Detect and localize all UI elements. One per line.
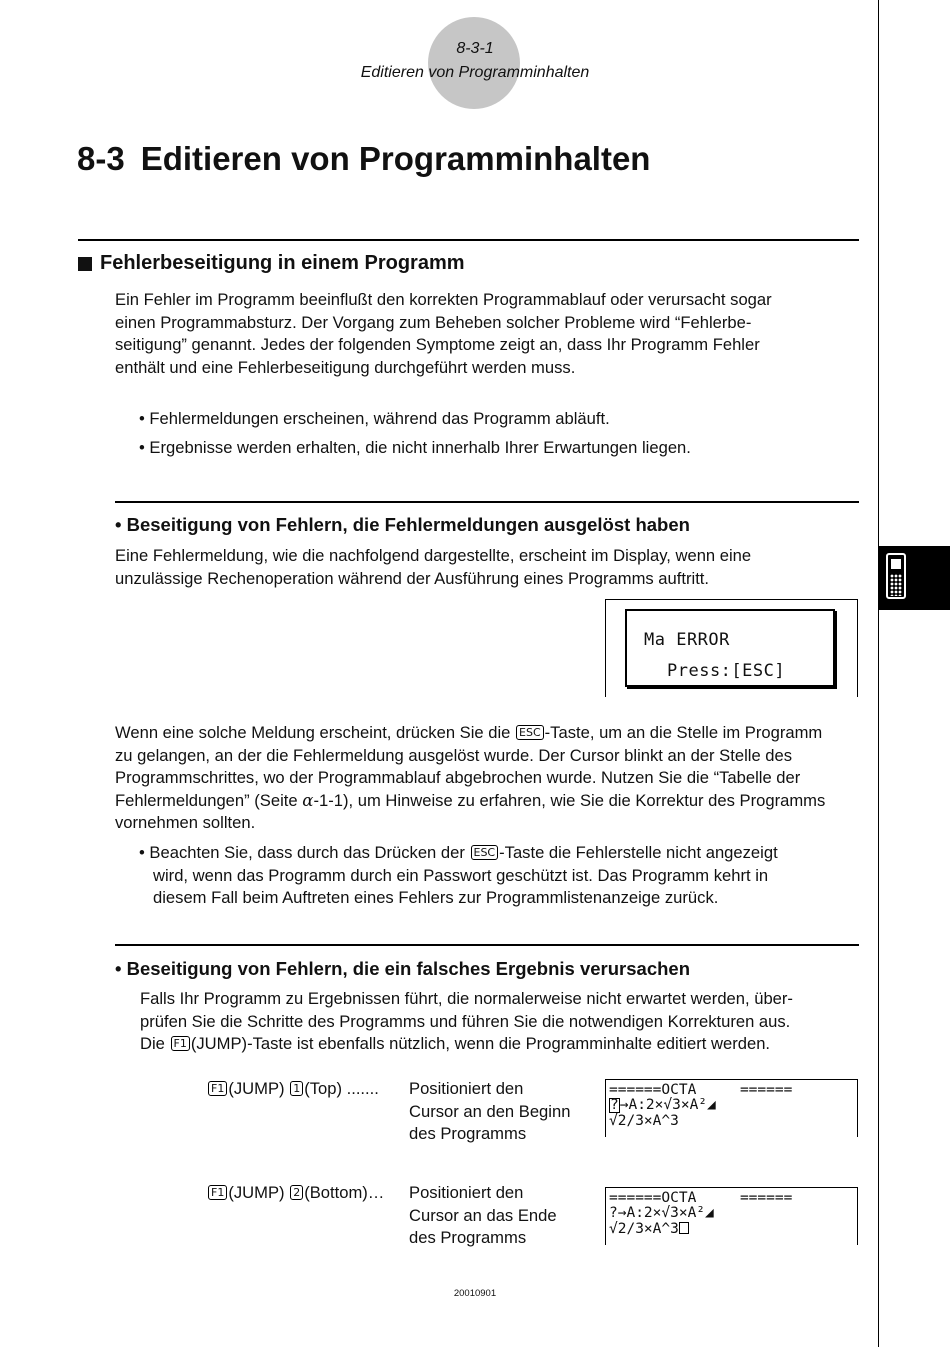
error-screen — [625, 609, 835, 687]
number-2-key-icon: 2 — [290, 1185, 303, 1200]
calculator-icon — [886, 553, 906, 599]
error-prompt: Press:[ESC] — [667, 661, 786, 681]
footer-code: 20010901 — [453, 1288, 497, 1299]
subsection-heading: • Beseitigung von Fehlern, die Fehlermeldungen ausgelöst haben — [115, 514, 690, 535]
text-line: Wenn eine solche Meldung erscheint, drücken Sie die ESC -Taste, um an die Stelle im Programm — [115, 723, 823, 742]
text-line: diesem Fall beim Auftreten eines Fehlers zur Programmlistenanzeige zurück. — [153, 888, 719, 908]
subsection-rule — [115, 501, 859, 503]
screen-line: ======OCTA ====== — [609, 1190, 793, 1206]
jump-bottom-description: Positioniert den Cursor an das Ende des Programms — [409, 1183, 557, 1248]
title-number: 8-3 — [77, 140, 125, 177]
screen-line: ?→A:2×√3×A²◢ — [610, 1097, 716, 1113]
intro-line: seitigung” genannt. Jedes der folgenden Symptome zeigt an, dass Ihr Programm Fehler — [115, 335, 760, 355]
text-line: Fehlermeldungen” (Seite α-1-1), um Hinweise zu erfahren, wie Sie die Korrektur des Programms — [115, 790, 826, 810]
text-line: zu gelangen, an der die Fehlermeldung ausgelöst wurde. Der Cursor blinkt an der Stelle des — [115, 745, 793, 765]
cursor-icon — [679, 1222, 689, 1234]
error-explanation — [115, 722, 825, 835]
header-subtitle: Editieren von Programminhalten — [360, 64, 590, 81]
title-text: Editieren von Programminhalten — [140, 140, 651, 177]
subsection-text — [140, 988, 793, 1056]
screen-line: ?→A:2×√3×A²◢ — [609, 1205, 714, 1221]
square-bullet-icon — [78, 257, 92, 271]
text-line: wird, wenn das Programm durch ein Passwort geschützt ist. Das Programm kehrt in — [153, 865, 769, 885]
margin-line — [878, 0, 879, 1347]
text-line: Programmschrittes, wo der Programmablauf abgebrochen wurde. Nutzen Sie die “Tabelle der — [115, 768, 801, 788]
f1-key-icon: F1 — [208, 1185, 227, 1200]
program-screen-bottom — [605, 1187, 858, 1245]
intro-line: einen Programmabsturz. Der Vorgang zum Beheben solcher Probleme wird “Fehlerbe- — [115, 312, 752, 332]
page-title — [77, 140, 650, 178]
text-line: prüfen Sie die Schritte des Programms und führen Sie die notwendigen Korrekturen aus. — [140, 1011, 791, 1031]
subsection-text — [115, 545, 751, 590]
intro-line: enthält und eine Fehlerbeseitigung durchgeführt werden muss. — [115, 357, 576, 377]
program-screen-top — [605, 1079, 858, 1137]
text-line: Die F1 (JUMP)-Taste ist ebenfalls nützlich, wenn die Programminhalte editiert werden. — [140, 1034, 771, 1054]
f1-key-icon: F1 — [171, 1036, 190, 1051]
header-circle — [428, 17, 520, 109]
f1-key-icon: F1 — [208, 1081, 227, 1096]
section-heading-text: Fehlerbeseitigung in einem Programm — [100, 252, 465, 274]
note-bullet — [139, 842, 778, 910]
esc-key-icon: ESC — [471, 845, 499, 860]
section-heading — [78, 252, 465, 275]
error-message: Ma ERROR — [644, 630, 730, 650]
intro-paragraph — [115, 289, 772, 379]
text-line: • Beachten Sie, dass durch das Drücken der ESC -Taste die Fehlerstelle nicht angezeigt — [139, 843, 778, 862]
text-line: Falls Ihr Programm zu Ergebnissen führt, die normalerweise nicht erwartet werden, über- — [140, 989, 793, 1008]
screen-line: √2/3×A^3 — [609, 1222, 689, 1237]
bullet-item: • Fehlermeldungen erscheinen, während das Programm abläuft. — [139, 409, 610, 428]
esc-key-icon: ESC — [516, 725, 544, 740]
text-line: unzulässige Rechenoperation während der Ausführung eines Programms auftritt. — [115, 568, 710, 588]
bullet-item: • Ergebnisse werden erhalten, die nicht innerhalb Ihrer Erwartungen liegen. — [139, 438, 691, 457]
screen-line: ======OCTA ====== — [609, 1082, 793, 1098]
page-number: 8-3-1 — [456, 40, 494, 57]
jump-bottom-operation: F1 (JUMP) 2 (Bottom)… — [207, 1182, 384, 1205]
screen-line: √2/3×A^3 — [609, 1113, 679, 1129]
jump-top-description: Positioniert den Cursor an den Beginn des Programms — [409, 1079, 571, 1144]
intro-line: Ein Fehler im Programm beeinflußt den korrekten Programmablauf oder verursacht sogar — [115, 290, 772, 309]
text-line: vornehmen sollten. — [115, 813, 256, 833]
section-rule — [78, 239, 859, 241]
alpha-symbol: α — [302, 790, 314, 810]
text-line: Eine Fehlermeldung, wie die nachfolgend dargestellte, erscheint im Display, wenn eine — [115, 546, 752, 565]
subsection-rule — [115, 944, 859, 946]
subsection-heading: • Beseitigung von Fehlern, die ein falsches Ergebnis verursachen — [115, 958, 691, 979]
number-1-key-icon: 1 — [290, 1081, 303, 1096]
jump-top-operation: F1 (JUMP) 1 (Top) ....... — [207, 1078, 379, 1101]
